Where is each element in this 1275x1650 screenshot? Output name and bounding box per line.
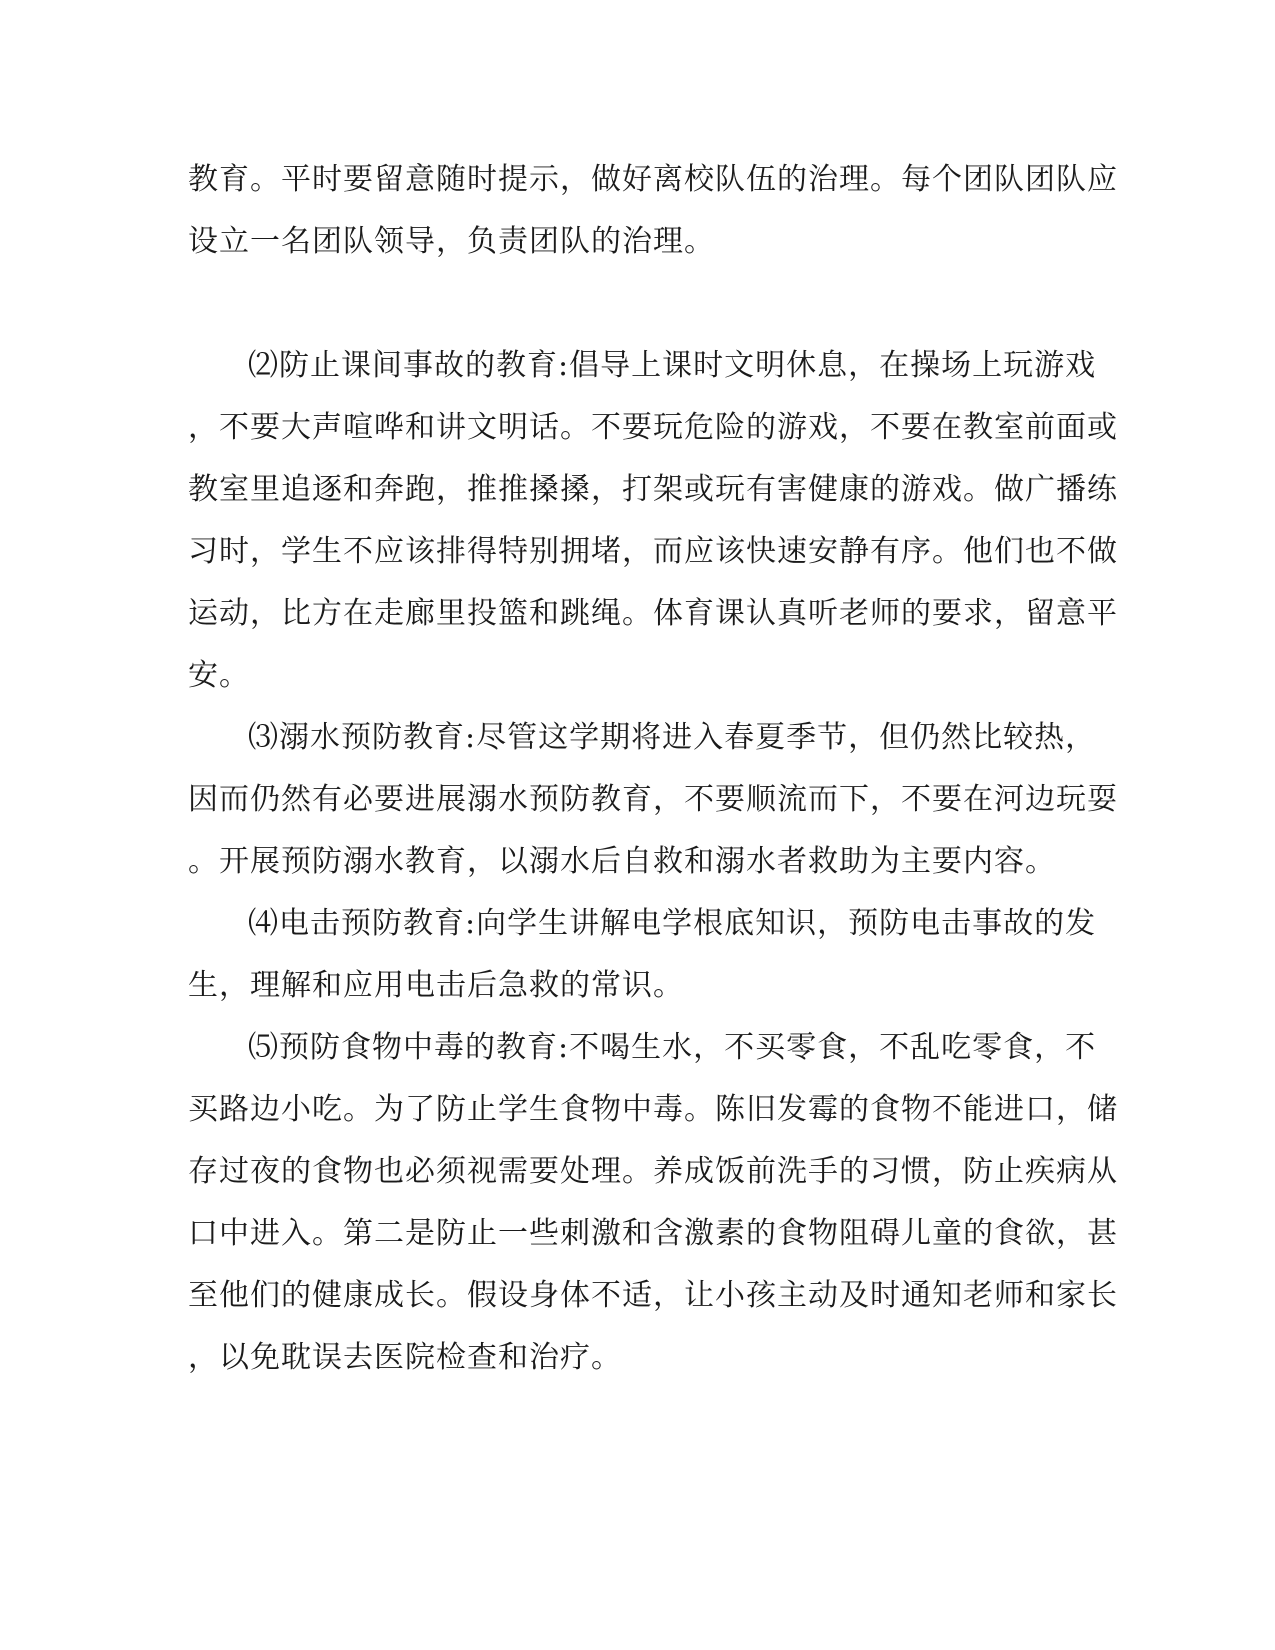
text-line: 口中进入。第二是防止一些刺激和含激素的食物阻碍儿童的食欲，甚 <box>188 1216 1118 1251</box>
text-line: ，以免耽误去医院检查和治疗。 <box>188 1340 622 1375</box>
text-line: 习时，学生不应该排得特别拥堵，而应该快速安静有序。他们也不做 <box>188 534 1118 569</box>
text-line: 设立一名团队领导，负责团队的治理。 <box>188 224 715 259</box>
text-line: 安。 <box>188 658 250 693</box>
text-line: 因而仍然有必要进展溺水预防教育，不要顺流而下，不要在河边玩耍 <box>188 782 1118 817</box>
text-line: ⑶溺水预防教育:尽管这学期将进入春夏季节，但仍然比较热， <box>248 720 1097 755</box>
text-line: 存过夜的食物也必须视需要处理。养成饭前洗手的习惯，防止疾病从 <box>188 1154 1118 1189</box>
text-line: 至他们的健康成长。假设身体不适，让小孩主动及时通知老师和家长 <box>188 1278 1118 1313</box>
text-line: 教育。平时要留意随时提示，做好离校队伍的治理。每个团队团队应 <box>188 162 1118 197</box>
text-line: ⑷电击预防教育:向学生讲解电学根底知识，预防电击事故的发 <box>248 906 1097 941</box>
text-line: 运动，比方在走廊里投篮和跳绳。体育课认真听老师的要求，留意平 <box>188 596 1118 631</box>
text-line: 买路边小吃。为了防止学生食物中毒。陈旧发霉的食物不能进口，储 <box>188 1092 1118 1127</box>
text-line: ⑵防止课间事故的教育:倡导上课时文明休息，在操场上玩游戏 <box>248 348 1097 383</box>
text-line: 生，理解和应用电击后急救的常识。 <box>188 968 684 1003</box>
text-line: ，不要大声喧哗和讲文明话。不要玩危险的游戏，不要在教室前面或 <box>188 410 1118 445</box>
text-line: 教室里追逐和奔跑，推推搡搡，打架或玩有害健康的游戏。做广播练 <box>188 472 1118 507</box>
text-line: ⑸预防食物中毒的教育:不喝生水，不买零食，不乱吃零食，不 <box>248 1030 1097 1065</box>
text-line: 。开展预防溺水教育，以溺水后自救和溺水者救助为主要内容。 <box>188 844 1056 879</box>
